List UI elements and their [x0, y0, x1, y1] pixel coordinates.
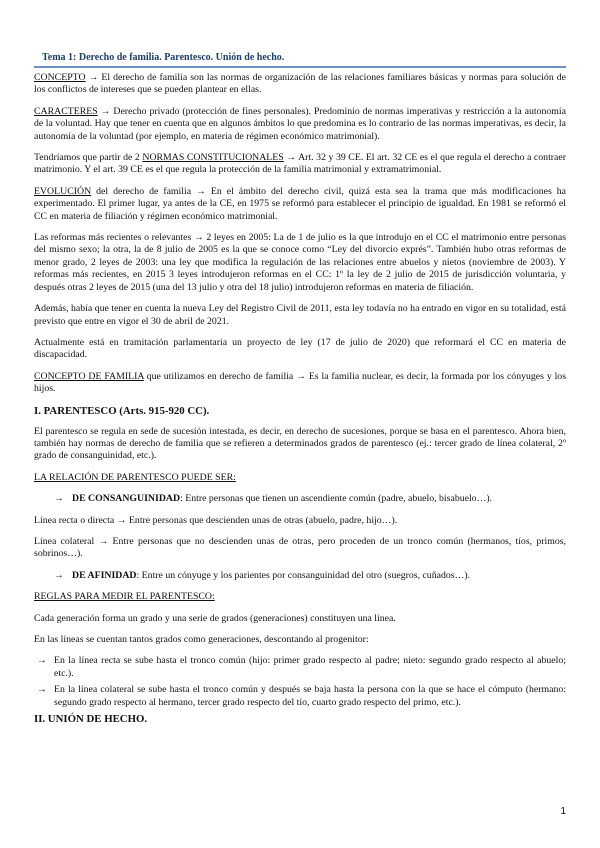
subheading-reglas: REGLAS PARA MEDIR EL PARENTESCO:	[34, 591, 215, 603]
section-heading-parentesco: I. PARENTESCO (Arts. 915-920 CC).	[34, 404, 210, 417]
linea-recta-pre: Línea recta o directa	[34, 514, 115, 526]
reformas-text: 2 leyes en 2005: La de 1 de julio es la que introdujo en el CC el matrimonio entre personas del mismo sexo; la otra, la de 8 julio de 2005 es la que se conoce como “Ley del divorcio exprés”. También hubo otras reformas de menor grado, 2 leyes de 2003: una ley que modifica la regulación de las relaciones entre abuelos y nietos (noviembre de 2003). Y reformas más recientes, en 2015 3 leyes introdujeron reformas en el CC: 1º la ley de 2 julio de 2015 de jurisdicción voluntaria, y después otras 2 leyes de 2015 (una del 13 julio y otra del 18 julio) introdujeron reformas en materia de filiación.	[34, 232, 567, 293]
paragraph-parentesco: El parentesco se regula en sede de sucesión intestada, es decir, en derecho de sucesiones, porque se basa en el parentesco. Ahora bien, también hay normas de derecho de familia que se refieren a determinados grados de parentesco (ej.: tercer grado de línea colateral, 2º grado de consanguinidad, etc.).	[34, 425, 566, 462]
term-afinidad: DE AFINIDAD	[72, 569, 137, 581]
document-page	[34, 52, 566, 734]
paragraph-proyecto-ley: Actualmente está en tramitación parlamentaria un proyecto de ley (17 de julio de 2020) que reformará el CC en materia de discapacidad.	[34, 336, 566, 361]
document-title: Tema 1: Derecho de familia. Parentesco. Unión de hecho.	[42, 52, 285, 63]
linea-colateral-text: Entre personas que no descienden unas de otras, pero proceden de un tronco común (hermanos, tíos, primos, sobrinos…).	[34, 535, 566, 560]
reformas-pre: Las reformas más recientes o relevantes	[34, 232, 192, 244]
paragraph-concepto-familia	[34, 371, 566, 396]
term-concepto-familia: CONCEPTO DE FAMILIA	[34, 370, 144, 382]
bullet-linea-colateral	[34, 684, 566, 709]
paragraph-normas	[34, 152, 566, 177]
paragraph-reformas	[34, 232, 566, 294]
evolucion-mid: del derecho de familia	[96, 185, 192, 197]
term-concepto: CONCEPTO	[34, 72, 86, 83]
bullet-afinidad	[34, 570, 566, 582]
page-number: 1	[560, 806, 566, 817]
arrow-icon: →	[37, 684, 47, 696]
term-caracteres: CARACTERES	[34, 105, 98, 117]
concepto-familia-text: Es la familia nuclear, es decir, la formada por los cónyuges y los hijos.	[34, 370, 567, 395]
concepto-text: El derecho de familia son las normas de organización de las relaciones familiares básicas y normas para solución de los conflictos de intereses que se pueden plantear en ellas.	[34, 72, 566, 96]
linea-recta-text: Entre personas que descienden unas de otras (abuelo, padre, hijo…).	[128, 514, 398, 526]
term-consanguinidad: DE CONSANGUINIDAD	[72, 493, 181, 505]
afinidad-text: : Entre un cónyuge y los parientes por consanguinidad del otro (suegros, cuñados…).	[136, 569, 471, 581]
paragraph-lineas: En las líneas se cuentan tantos grados como generaciones, descontando al progenitor:	[34, 634, 369, 645]
evolucion-text: En el ámbito del derecho civil, quizá esta sea la trama que más modificaciones ha experimentado. El primer lugar, ya antes de la CE, en 1975 se reformó para establecer el principio de igualdad. En 1981 se reformó el CC en materia de filiación y régimen económico matrimonial.	[34, 185, 567, 222]
arrow-icon: →	[193, 232, 204, 244]
arrow-icon: →	[196, 185, 206, 197]
subheading-relacion: LA RELACIÓN DE PARENTESCO PUEDE SER:	[34, 471, 236, 483]
bullet-linea-colateral-text: En la línea colateral se sube hasta el tronco común y después se baja hasta la persona con la que se hace el cómputo (hermano: segundo grado respecto al hermano, tercer grado respecto del tío, cuarto grado respecto del primo, etc.).	[54, 684, 566, 708]
normas-text: Art. 32 y 39 CE. El art. 32 CE es el que regula el derecho a contraer matrimonio. Y el art. 39 CE es el que regula la protección de la familia matrimonial y extramatrimonial.	[34, 152, 567, 176]
arrow-icon: →	[37, 655, 47, 667]
arrow-icon: →	[286, 152, 297, 164]
title-divider	[34, 66, 566, 68]
term-normas: NORMAS CONSTITUCIONALES	[142, 152, 284, 164]
paragraph-generacion: Cada generación forma un grado y una serie de grados (generaciones) constituyen una línea.	[34, 612, 396, 624]
paragraph-linea-recta	[34, 515, 566, 527]
arrow-icon: →	[116, 514, 127, 526]
arrow-icon: →	[54, 569, 64, 581]
paragraph-linea-colateral	[34, 536, 566, 561]
arrow-icon: →	[54, 493, 64, 505]
caracteres-text: Derecho privado (protección de fines personales). Predominio de normas imperativas y restricción a la autonomía de la voluntad. Hay que tener en cuenta que en algunos ámbitos lo que predomina es lo contrario de las normas imperativas, es decir, la autonomía de la voluntad (por ejemplo, en materia de régimen económico matrimonial).	[34, 105, 566, 142]
arrow-icon: →	[100, 105, 111, 117]
normas-pre: Tendríamos que partir de 2	[34, 152, 140, 164]
linea-colateral-pre: Línea colateral	[34, 535, 95, 547]
arrow-icon: →	[296, 370, 306, 382]
bullet-linea-recta	[34, 655, 566, 680]
arrow-icon: →	[88, 72, 99, 83]
arrow-icon: →	[98, 535, 109, 547]
term-evolucion: EVOLUCIÓN	[34, 185, 92, 197]
section-heading-union-hecho: II. UNIÓN DE HECHO.	[34, 713, 148, 726]
bullet-linea-recta-text: En la línea recta se sube hasta el tronco común (hijo: primer grado respecto al padre; nieto: segundo grado respecto al abuelo; etc.).	[54, 655, 566, 679]
paragraph-concepto	[34, 72, 566, 97]
paragraph-caracteres	[34, 106, 566, 143]
concepto-familia-mid: que utilizamos en derecho de familia	[146, 370, 294, 382]
paragraph-evolucion	[34, 186, 566, 223]
paragraph-registro-civil: Además, había que tener en cuenta la nueva Ley del Registro Civil de 2011, esta ley todavía no ha entrado en vigor en su totalidad, está previsto que entre en vigor el 30 de abril de 2021.	[34, 303, 566, 327]
consanguinidad-text: : Entre personas que tienen un ascendiente común (padre, abuelo, bisabuelo…).	[180, 493, 493, 505]
bullet-consanguinidad	[34, 493, 566, 505]
